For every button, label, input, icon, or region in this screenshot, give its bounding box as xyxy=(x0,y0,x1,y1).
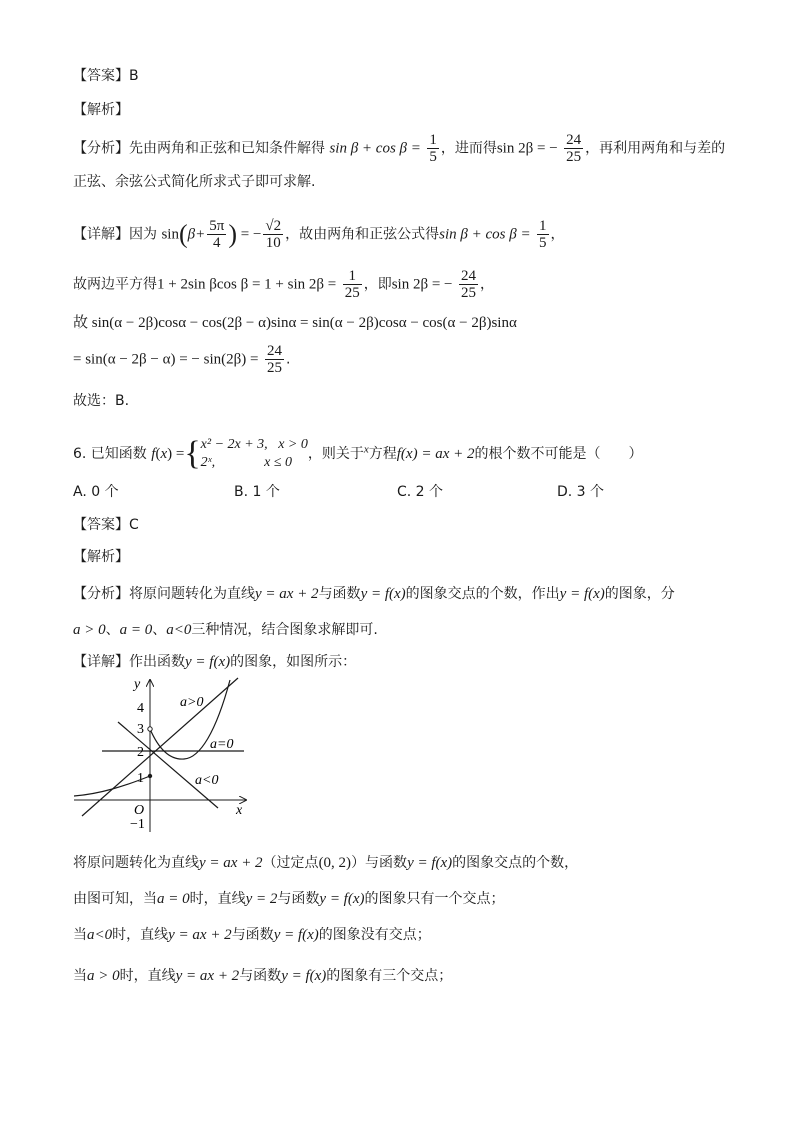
den: 25 xyxy=(460,285,476,301)
brace: { xyxy=(184,435,201,472)
q5-choose: 故选：B. xyxy=(73,393,130,409)
text: ，则关于 xyxy=(307,446,364,462)
math: a<0 xyxy=(166,622,192,638)
num: 1 xyxy=(429,132,437,148)
xiangjie-tag: 【详解】 xyxy=(73,226,129,243)
math: sin β + cos β = xyxy=(329,140,421,157)
tick-3: 3 xyxy=(137,722,144,737)
fraction xyxy=(343,268,362,301)
text: ，再利用两角和与差的 xyxy=(585,140,726,157)
q5-fenxi-line1 xyxy=(73,132,725,165)
math: y = ax + 2 xyxy=(175,968,240,984)
origin-label: O xyxy=(134,803,145,818)
x-axis-label: x xyxy=(236,803,243,818)
text: 时，直线 xyxy=(112,927,169,943)
fraction xyxy=(263,218,283,251)
math: x xyxy=(363,443,369,456)
math: y = 2 xyxy=(245,891,278,907)
num: 24 xyxy=(566,132,582,148)
fenxi-tag: 【分析】 xyxy=(73,140,129,157)
fraction xyxy=(265,343,284,376)
q5-xiangjie-line1: 【详解】因为 sin(β+ $\frac{5\pi}{4}$ ) = − $\frac{√2}{10}$ ，故由两角和正弦公式得sin β + cos β = $\frac{1}{5}$ ， xyxy=(73,218,565,251)
text: ，进而得 xyxy=(440,140,497,157)
paren: ( xyxy=(178,219,188,249)
math: sin 2β = − xyxy=(496,140,558,157)
answer-value: B xyxy=(129,68,139,84)
math: a<0 xyxy=(87,927,113,943)
q5-xiangjie-line2: 故两边平方得1 + 2sin βcos β = 1 + sin 2β = $\frac{1}{25}$ ，即sin 2β = − $\frac{24}{25}$ ， xyxy=(73,268,494,301)
math: = sin(α − 2β − α) = − sin(2β) = xyxy=(73,351,259,368)
text: 的图象有三个交点； xyxy=(326,968,453,984)
option-c: C. 2 个 xyxy=(397,484,444,500)
math: sin β + cos β = xyxy=(439,226,531,243)
fenxi-tag: 【分析】 xyxy=(73,586,129,602)
math: β+ xyxy=(187,226,206,243)
fraction xyxy=(564,132,583,165)
text: 将原问题转化为直线 xyxy=(73,855,199,871)
option-b: B. 1 个 xyxy=(234,484,280,500)
text: 与函数 xyxy=(231,927,274,943)
q6-analysis-tag: 【解析】 xyxy=(73,549,129,565)
text: 作出函数 xyxy=(129,654,185,670)
math: y = ax + 2 xyxy=(168,927,232,943)
math: y = ax + 2 xyxy=(199,855,263,871)
q6-answer-line xyxy=(73,515,139,535)
closed-point xyxy=(148,774,152,778)
den: 4 xyxy=(213,235,221,251)
open-point xyxy=(148,727,152,731)
math: f xyxy=(151,446,156,462)
text: 的图象没有交点； xyxy=(318,927,431,943)
text: 由图可知，当 xyxy=(73,891,157,907)
text: 的根个数不可能是（ ） xyxy=(474,446,643,462)
text: 的图象交点的个数， xyxy=(452,855,579,871)
answer-value: C xyxy=(129,517,139,533)
cond: x > 0 xyxy=(278,437,308,452)
math: x xyxy=(160,446,168,462)
text: 将原问题转化为直线 xyxy=(129,586,255,602)
math: sin xyxy=(161,226,179,243)
piece: 2ˣ, xyxy=(200,455,216,470)
den: 25 xyxy=(344,285,360,301)
math: ( xyxy=(155,446,161,462)
piece: x² − 2x + 3, xyxy=(200,437,268,452)
q5-xiangjie-line4: = sin(α − 2β − α) = − sin(2β) = $\frac{24}{25}$ . xyxy=(73,343,291,376)
line-a-negative xyxy=(118,722,218,808)
text: 与函数 xyxy=(277,891,320,907)
text: 三种情况，结合图象求解即可. xyxy=(191,622,378,638)
num: 24 xyxy=(460,268,476,284)
math: (0, 2) xyxy=(318,855,352,871)
text: 的图象，分 xyxy=(604,586,675,602)
num: 5π xyxy=(209,218,225,234)
math: f(x) = ax + 2 xyxy=(396,446,475,462)
math: a = 0 xyxy=(119,622,153,638)
piecewise xyxy=(201,436,308,472)
q6-fenxi-line1 xyxy=(73,584,675,604)
text: 先由两角和正弦和已知条件解得 xyxy=(129,140,325,157)
label-a-positive: a>0 xyxy=(180,695,204,710)
num: √2 xyxy=(265,218,282,234)
q6-xiangjie-line1 xyxy=(73,652,356,672)
q6-line-a-positive xyxy=(73,966,452,986)
fraction xyxy=(207,218,226,251)
fraction xyxy=(537,218,549,251)
q6-stem xyxy=(73,436,642,472)
math: y = f(x) xyxy=(185,654,231,670)
q5-answer-line xyxy=(73,66,139,86)
text: 、 xyxy=(105,622,120,638)
den: 10 xyxy=(265,235,281,251)
text: 的图象交点的个数，作出 xyxy=(405,586,560,602)
answer-tag: 【答案】 xyxy=(73,68,129,84)
fraction xyxy=(427,132,439,165)
text: ，故由两角和正弦公式得 xyxy=(285,226,440,243)
fraction xyxy=(459,268,478,301)
text: 、 xyxy=(152,622,167,638)
text: 与函数 xyxy=(318,586,361,602)
xiangjie-tag: 【详解】 xyxy=(73,654,129,670)
tick-4: 4 xyxy=(137,701,144,716)
cond: x ≤ 0 xyxy=(264,455,293,470)
den: 25 xyxy=(266,360,282,376)
math: = − xyxy=(236,226,262,243)
den: 5 xyxy=(539,235,547,251)
math: a = 0 xyxy=(157,891,190,907)
num: 24 xyxy=(266,343,282,359)
tick-2: 2 xyxy=(137,745,144,760)
num: 1 xyxy=(343,268,362,285)
math: y = f(x) xyxy=(559,586,605,602)
math: y = f(x) xyxy=(281,968,327,984)
tick-neg1: −1 xyxy=(130,817,145,832)
tick-1: 1 xyxy=(137,771,144,786)
text: 的图象只有一个交点； xyxy=(364,891,505,907)
math: y = ax + 2 xyxy=(255,586,319,602)
option-a: A. 0 个 xyxy=(73,484,119,500)
y-axis-label: y xyxy=(134,677,141,692)
text: 当 xyxy=(73,968,87,984)
function-graph xyxy=(70,672,260,837)
q6-line-a-negative xyxy=(73,925,431,945)
text: 的图象，如图所示： xyxy=(230,654,357,670)
text: 与函数 xyxy=(239,968,282,984)
answer-tag: 【答案】 xyxy=(73,517,129,533)
math: a > 0 xyxy=(87,968,120,984)
q6-line-a-zero xyxy=(73,889,505,909)
math: y = f(x) xyxy=(407,855,453,871)
q6-line-transform xyxy=(73,853,578,873)
text: 因为 xyxy=(129,226,157,243)
q5-analysis-tag: 【解析】 xyxy=(73,102,129,118)
text: 故两边平方得 xyxy=(73,276,157,293)
q5-fenxi-line2: 正弦、余弦公式简化所求式子即可求解. xyxy=(73,174,316,190)
den: 5 xyxy=(429,149,437,165)
q6-fenxi-line2 xyxy=(73,620,378,640)
option-d: D. 3 个 xyxy=(557,484,605,500)
text: 6. 已知函数 xyxy=(73,446,147,462)
text: 时，直线 xyxy=(119,968,176,984)
label-a-zero: a=0 xyxy=(210,737,234,752)
num: 1 xyxy=(539,218,547,234)
math: a > 0 xyxy=(73,622,106,638)
math: ) = xyxy=(167,446,185,462)
math: sin 2β = − xyxy=(391,276,453,293)
text: 时，直线 xyxy=(189,891,246,907)
text: （过定点 xyxy=(262,855,319,871)
q5-xiangjie-line3: 故 sin(α − 2β)cosα − cos(2β − α)sinα = sin(α − 2β)cosα − cos(α − 2β)sinα xyxy=(73,315,517,331)
math: y = f(x) xyxy=(360,586,406,602)
paren: ) xyxy=(228,219,237,249)
text: ，即 xyxy=(363,276,392,293)
math: y = f(x) xyxy=(273,927,319,943)
text: 方程 xyxy=(368,446,397,462)
den: 25 xyxy=(566,149,582,165)
text: ）与函数 xyxy=(351,855,408,871)
text: 当 xyxy=(73,927,87,943)
label-a-negative: a<0 xyxy=(195,773,219,788)
math: 1 + 2sin βcos β = 1 + sin 2β = xyxy=(157,276,337,293)
math: y = f(x) xyxy=(319,891,365,907)
